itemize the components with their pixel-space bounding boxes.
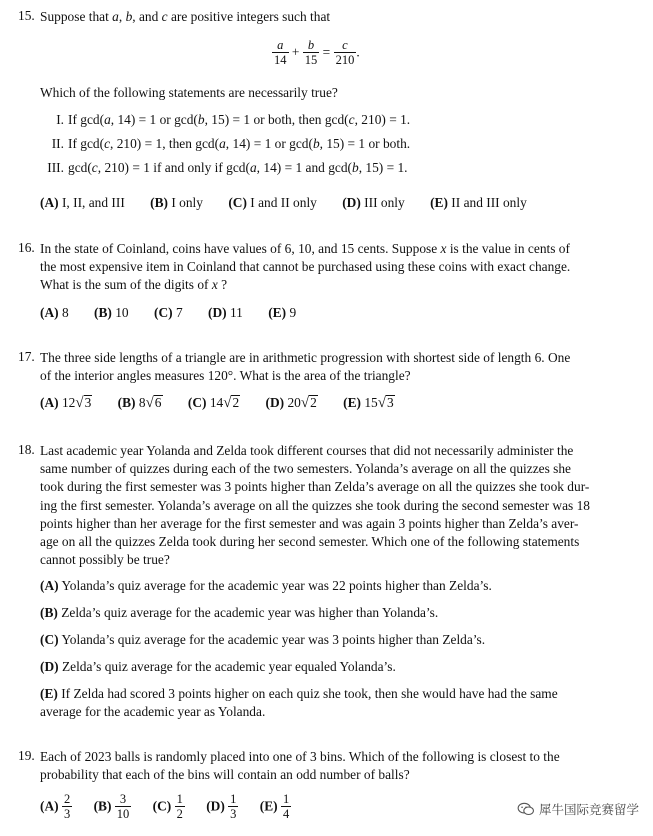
q16-options [40, 305, 318, 321]
q17-option-d[interactable]: (D) 20√2 [265, 395, 317, 411]
q19-line-2: probability that each of the bins will contain an odd number of balls? [40, 767, 410, 783]
q16-option-c[interactable]: (C) 7 [153, 305, 183, 320]
q18-option-a[interactable]: (A) Yolanda’s quiz average for the academic year was 22 points higher than Zelda’s. [40, 578, 492, 593]
q18-number: 18. [18, 442, 35, 457]
q16-option-a[interactable]: (A) 8 [40, 305, 69, 320]
frac-b-15: $\frac{b}{15}$ [304, 38, 318, 67]
q15-option-a[interactable]: (A) I, II, and III [40, 195, 125, 210]
frac-c-210: $\frac{c}{210}$ [335, 38, 355, 67]
q15-stmt1: If gcd(a, 14) = 1 or gcd(b, 15) = 1 or both, then gcd(c, 210) = 1. [68, 112, 411, 127]
q18-line-5: points higher than her average for the first semester and was again 3 points higher than Zelda’s aver- [40, 515, 579, 531]
q15-option-b[interactable]: (B) I only [150, 195, 203, 210]
q17-option-a[interactable]: (A) 12√3 [40, 395, 92, 411]
q18-text [40, 442, 611, 569]
q19-option-b[interactable]: (B) $\frac{3}{10}$ [93, 792, 130, 821]
q17-line-2: of the interior angles measures 120°. What is the area of the triangle? [40, 368, 411, 384]
q19-option-d[interactable]: (D) $\frac{1}{3}$ [206, 792, 237, 821]
q18-line-4: ing the first semester. Yolanda’s average on all the quizzes she took during the second semester was 18 [40, 497, 590, 513]
q19-options [40, 792, 309, 821]
q18-line-2: same number of quizzes during each of the two semesters. Yolanda’s average on all the quizzes she [40, 461, 571, 477]
q19-option-a[interactable]: (A) $\frac{2}{3}$ [40, 792, 71, 821]
q19-text [40, 748, 611, 784]
q18-option-b[interactable]: (B) Zelda’s quiz average for the academic year was higher than Yolanda’s. [40, 605, 439, 620]
q19-option-e[interactable]: (E) $\frac{1}{4}$ [259, 792, 290, 821]
frac-a-14: $\frac{a}{14}$ [274, 38, 287, 67]
q15-stmt1-roman: I. [56, 112, 64, 127]
q18-line-6: age on all the quizzes Zelda took during her second semester. Which one of the following statements [40, 534, 580, 550]
q16-option-e[interactable]: (E) 9 [268, 305, 297, 320]
q17-option-c[interactable]: (C) 14√2 [187, 395, 240, 411]
q18-line-7: cannot possibly be true? [40, 552, 170, 568]
q18-line-1: Last academic year Yolanda and Zelda took different courses that did not necessarily administer the [40, 443, 574, 458]
q17-text [40, 349, 611, 385]
q15-equation: $\frac{a}{14}$ + $\frac{b}{15}$ = $\frac{c}{210}$ . [274, 38, 360, 67]
q15-intro: Suppose that a, b, and c are positive integers such that [40, 9, 331, 24]
q15-option-c[interactable]: (C) I and II only [228, 195, 317, 210]
q17-option-e[interactable]: (E) 15√3 [343, 395, 394, 411]
watermark-text: 犀牛国际竞赛留学 [538, 802, 639, 817]
q15-option-d[interactable]: (D) III only [342, 195, 405, 210]
q17-option-b[interactable]: (B) 8√6 [117, 395, 162, 411]
q16-text [40, 240, 611, 295]
q15-stmt3: gcd(c, 210) = 1 if and only if gcd(a, 14) = 1 and gcd(b, 15) = 1. [68, 160, 408, 175]
q18-option-d[interactable]: (D) Zelda’s quiz average for the academic year equaled Yolanda’s. [40, 659, 396, 674]
q15-stmt2: If gcd(c, 210) = 1, then gcd(a, 14) = 1 or gcd(b, 15) = 1 or both. [68, 136, 411, 151]
q16-line-2: the most expensive item in Coinland that cannot be purchased using these coins with exact change. [40, 259, 571, 275]
q19-line-1: Each of 2023 balls is randomly placed into one of 3 bins. Which of the following is closest to the [40, 749, 560, 764]
q18-option-c[interactable]: (C) Yolanda’s quiz average for the academic year was 3 points higher than Zelda’s. [40, 632, 486, 647]
q15-question: Which of the following statements are necessarily true? [40, 85, 338, 100]
q18-option-e[interactable]: (E) If Zelda had scored 3 points higher on each quiz she took, then she would have had the same average for the academic year as Yolanda. [40, 686, 558, 720]
q15-stmt3-roman: III. [47, 160, 64, 175]
q19-number: 19. [18, 748, 35, 763]
q16-option-d[interactable]: (D) 11 [208, 305, 243, 320]
wechat-icon [517, 802, 535, 816]
q17-number: 17. [18, 349, 35, 364]
watermark [517, 800, 639, 818]
q17-line-1: The three side lengths of a triangle are in arithmetic progression with shortest side of length 6. One [40, 350, 571, 365]
q15-options [40, 195, 549, 211]
q16-option-b[interactable]: (B) 10 [94, 305, 129, 320]
q17-options [40, 395, 417, 412]
q15-stmt2-roman: II. [51, 136, 64, 151]
q15-option-e[interactable]: (E) II and III only [430, 195, 527, 210]
q18-line-3: took during the first semester was 3 points higher than Zelda’s average on all the quizzes she took dur- [40, 479, 590, 495]
q16-line-1: In the state of Coinland, coins have values of 6, 10, and 15 cents. Suppose x is the value in cents of [40, 241, 570, 256]
q15-number: 15. [18, 8, 35, 23]
q19-option-c[interactable]: (C) $\frac{1}{2}$ [152, 792, 183, 821]
q16-number: 16. [18, 240, 35, 255]
q16-line-3: What is the sum of the digits of x ? [40, 277, 228, 293]
